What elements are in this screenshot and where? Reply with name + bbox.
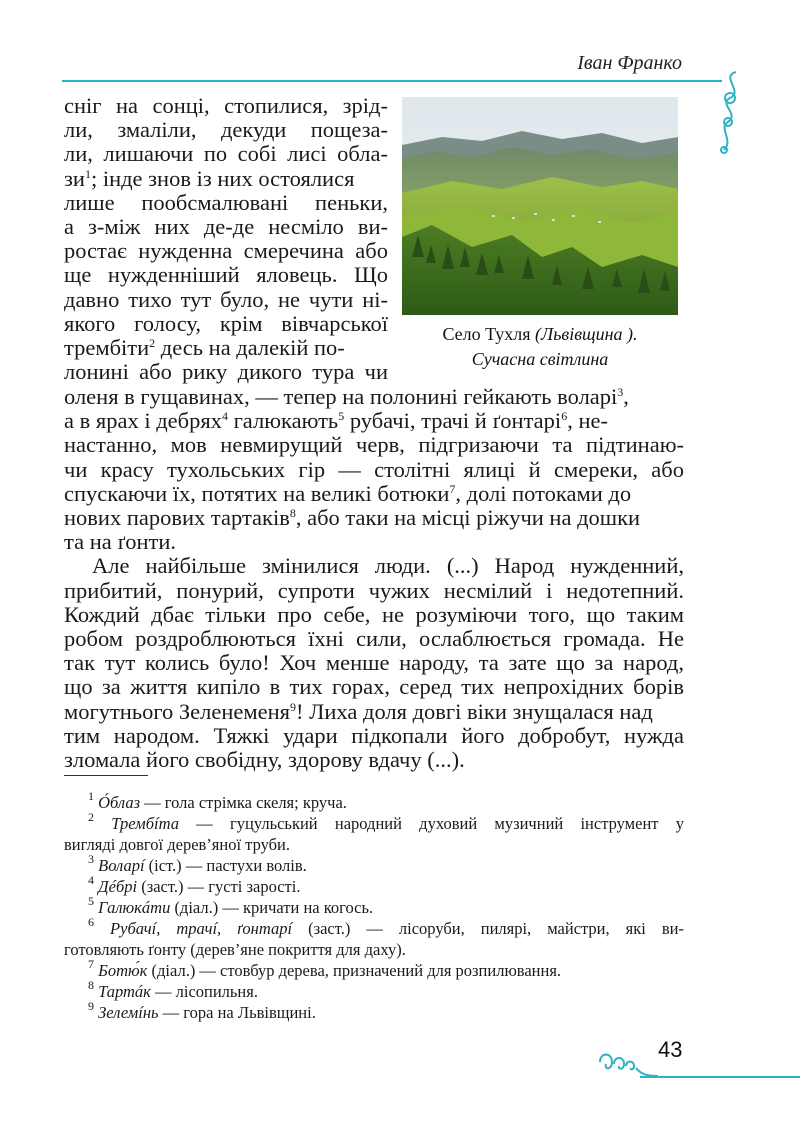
footnote-term: Тартáк [98,982,151,1001]
footnote-6-continued: готовляють ґонту (дерев’яне покриття для даху). [64,940,406,959]
text-line: сніг на сонці, стопилися, зрід- [64,94,388,118]
footnote-5 [64,894,684,918]
text-fragment: а в ярах і дебрях [64,408,222,434]
text-line: оленя в гущавинах, — тепер на полонині гейкають воларі$^3$, [64,384,629,409]
footnote-ref: 4 [221,409,228,424]
photo-caption [402,322,678,372]
text-line [64,409,684,433]
text-line: лише пообсмалювані пеньки, [64,190,388,215]
footnote-term: Рубачí, трачí, ґонтарí [110,919,293,938]
text-fragment: рубачі, трачі й ґонтарі [344,408,562,434]
footnote-4 [64,873,684,897]
text-fragment: ; інде знов із них остоялися [90,165,355,191]
text-line: а з-між них де-де несміло ви- [64,214,388,239]
text-line: настанно, мов невмирущий черв, підгризаючи та підтинаю- [64,433,684,458]
caption-region: (Львівщина ). [535,324,638,344]
text-line: прибитий, понурий, супроти чужих несмілий і недотепний. [64,578,684,603]
text-line: чи красу тухольських гір — столітні ялиці й смереки, або [64,457,684,482]
footnote-8 [64,978,684,1002]
text-line: Кождий дбає тільки про себе, не розуміючи того, що таким [64,602,684,627]
footnote-definition: (заст.) — густі зарості. [137,877,301,896]
footnote-9 [64,999,684,1023]
footnote-definition: (діал.) — кричати на когось. [170,898,374,917]
footnote-3 [64,852,684,876]
footnote-divider [64,775,148,776]
caption-line-2: Сучасна світлина [471,349,609,369]
footnote-ref: 3 [617,385,624,399]
footnote-number: 3 [88,852,94,866]
text-fragment: десь на далекій по- [155,334,345,360]
text-line: Але найбільше змінилися люди. (...) Народ нужденний, [92,554,684,579]
footer-rule [640,1076,800,1078]
footnote-definition: (заст.) — лісоруби, пилярі, майстри, які ви- [292,919,684,938]
text-fragment: , не- [567,408,608,434]
footnote-1 [64,789,684,813]
footnote-ref: 8 [289,505,296,520]
text-line: зломала його свобідну, здорову вдачу (...). [64,746,465,772]
footnote-term: Дéбрі [98,877,138,896]
footnotes [64,789,684,1023]
footnote-6 [64,918,684,939]
text-fragment: трембіти [64,334,150,360]
footnote-number: 7 [88,957,94,971]
footnote-ref: 1 [84,166,91,181]
text-fragment: оленя в гущавинах, — тепер на полонині гейкають воларі [64,384,618,409]
footnote-number: 9 [88,999,94,1013]
narrow-paragraph [64,94,388,384]
footnote-definition: (іст.) — пастухи волів. [144,856,307,875]
text-line [64,336,388,360]
caption-place: Село Тухля [442,324,536,344]
text-fragment: нових парових тартаків [64,504,290,530]
text-fragment: галюкають [227,408,339,434]
footnote-number: 6 [88,918,94,929]
text-fragment: зи [64,165,85,191]
footnote-2 [64,813,684,834]
footnote-ref: 5 [338,409,345,424]
footnote-ref: 2 [149,335,156,350]
text-line: тим народом. Тяжкі удари підкопали його добробут, нужда [64,723,684,748]
wide-paragraph [64,385,684,772]
footnote-term: Трембíта [111,814,179,833]
text-line: що за життя кипіло в тих горах, серед тих непрохідних борів [64,675,684,700]
footnote-definition: — гола стрімка скеля; круча. [140,793,347,812]
header-rule [62,80,722,82]
text-fragment: могутнього Зеленеменя [64,698,291,724]
footnote-definition: (діал.) — стовбур дерева, призначений для розпилювання. [147,961,562,980]
text-fragment: спускаючи їх, потятих на великі ботюки [64,480,450,506]
footnote-number: 4 [88,873,94,887]
text-fragment: ! Лиха доля довгі віки знущалася над [296,698,653,724]
footnote-definition: — гуцульський народний духовий музичний інструмент у [178,814,684,833]
text-line: робом роздроблюються їхні сили, ослаблюється громада. Не [64,626,684,651]
text-line: давно тихо тут було, не чути ні- [64,287,388,312]
text-fragment: , або таки на місці ріжучи на дошки [295,504,641,530]
text-line: лонині або рику дикого тура чи [64,360,388,385]
footnote-7 [64,957,684,981]
text-line [64,506,684,530]
footnote-2-continued: вигляді довгої дерев’яної труби. [64,835,291,854]
text-line [64,482,684,506]
landscape-photo [402,97,678,315]
footnote-ref: 6 [561,409,568,424]
footnote-term: Галюкáти [98,898,171,917]
footnote-term: Зелемíнь [98,1003,159,1022]
page-number: 43 [658,1037,683,1062]
footnote-number: 8 [88,978,94,992]
footnote-definition: — гора на Львівщині. [158,1003,316,1022]
text-line: та на ґонти. [64,529,177,555]
text-line: ростає нужденна смеречина або [64,239,388,264]
text-line: ли, змаліли, декуди пощеза- [64,118,388,143]
text-line: ли, лишаючи по собі лисі обла- [64,142,388,167]
decorative-curl-icon [700,66,750,156]
running-header-author: Іван Франко [577,52,682,74]
text-line: так тут колись було! Хоч менше народу, та зате що за народ, [64,651,684,676]
text-fragment: , долі потоками до [455,480,632,506]
text-line [64,700,684,724]
footnote-ref: 9 [290,699,297,714]
footnote-ref: 7 [449,481,456,496]
footnote-definition: — лісопильня. [150,982,258,1001]
text-line [64,167,388,191]
text-line: якого голосу, крім вівчарської [64,311,388,336]
text-line: ще нужденніший яловець. Що [64,263,388,288]
footnote-number: 5 [88,894,94,908]
caption-line-1 [402,322,678,347]
footnote-number: 2 [88,813,94,824]
footnote-term: Óблаз [98,793,141,812]
footnote-number: 1 [88,789,94,803]
footnote-term: Воларí [98,856,145,875]
footnote-term: Ботю́к [98,961,148,980]
